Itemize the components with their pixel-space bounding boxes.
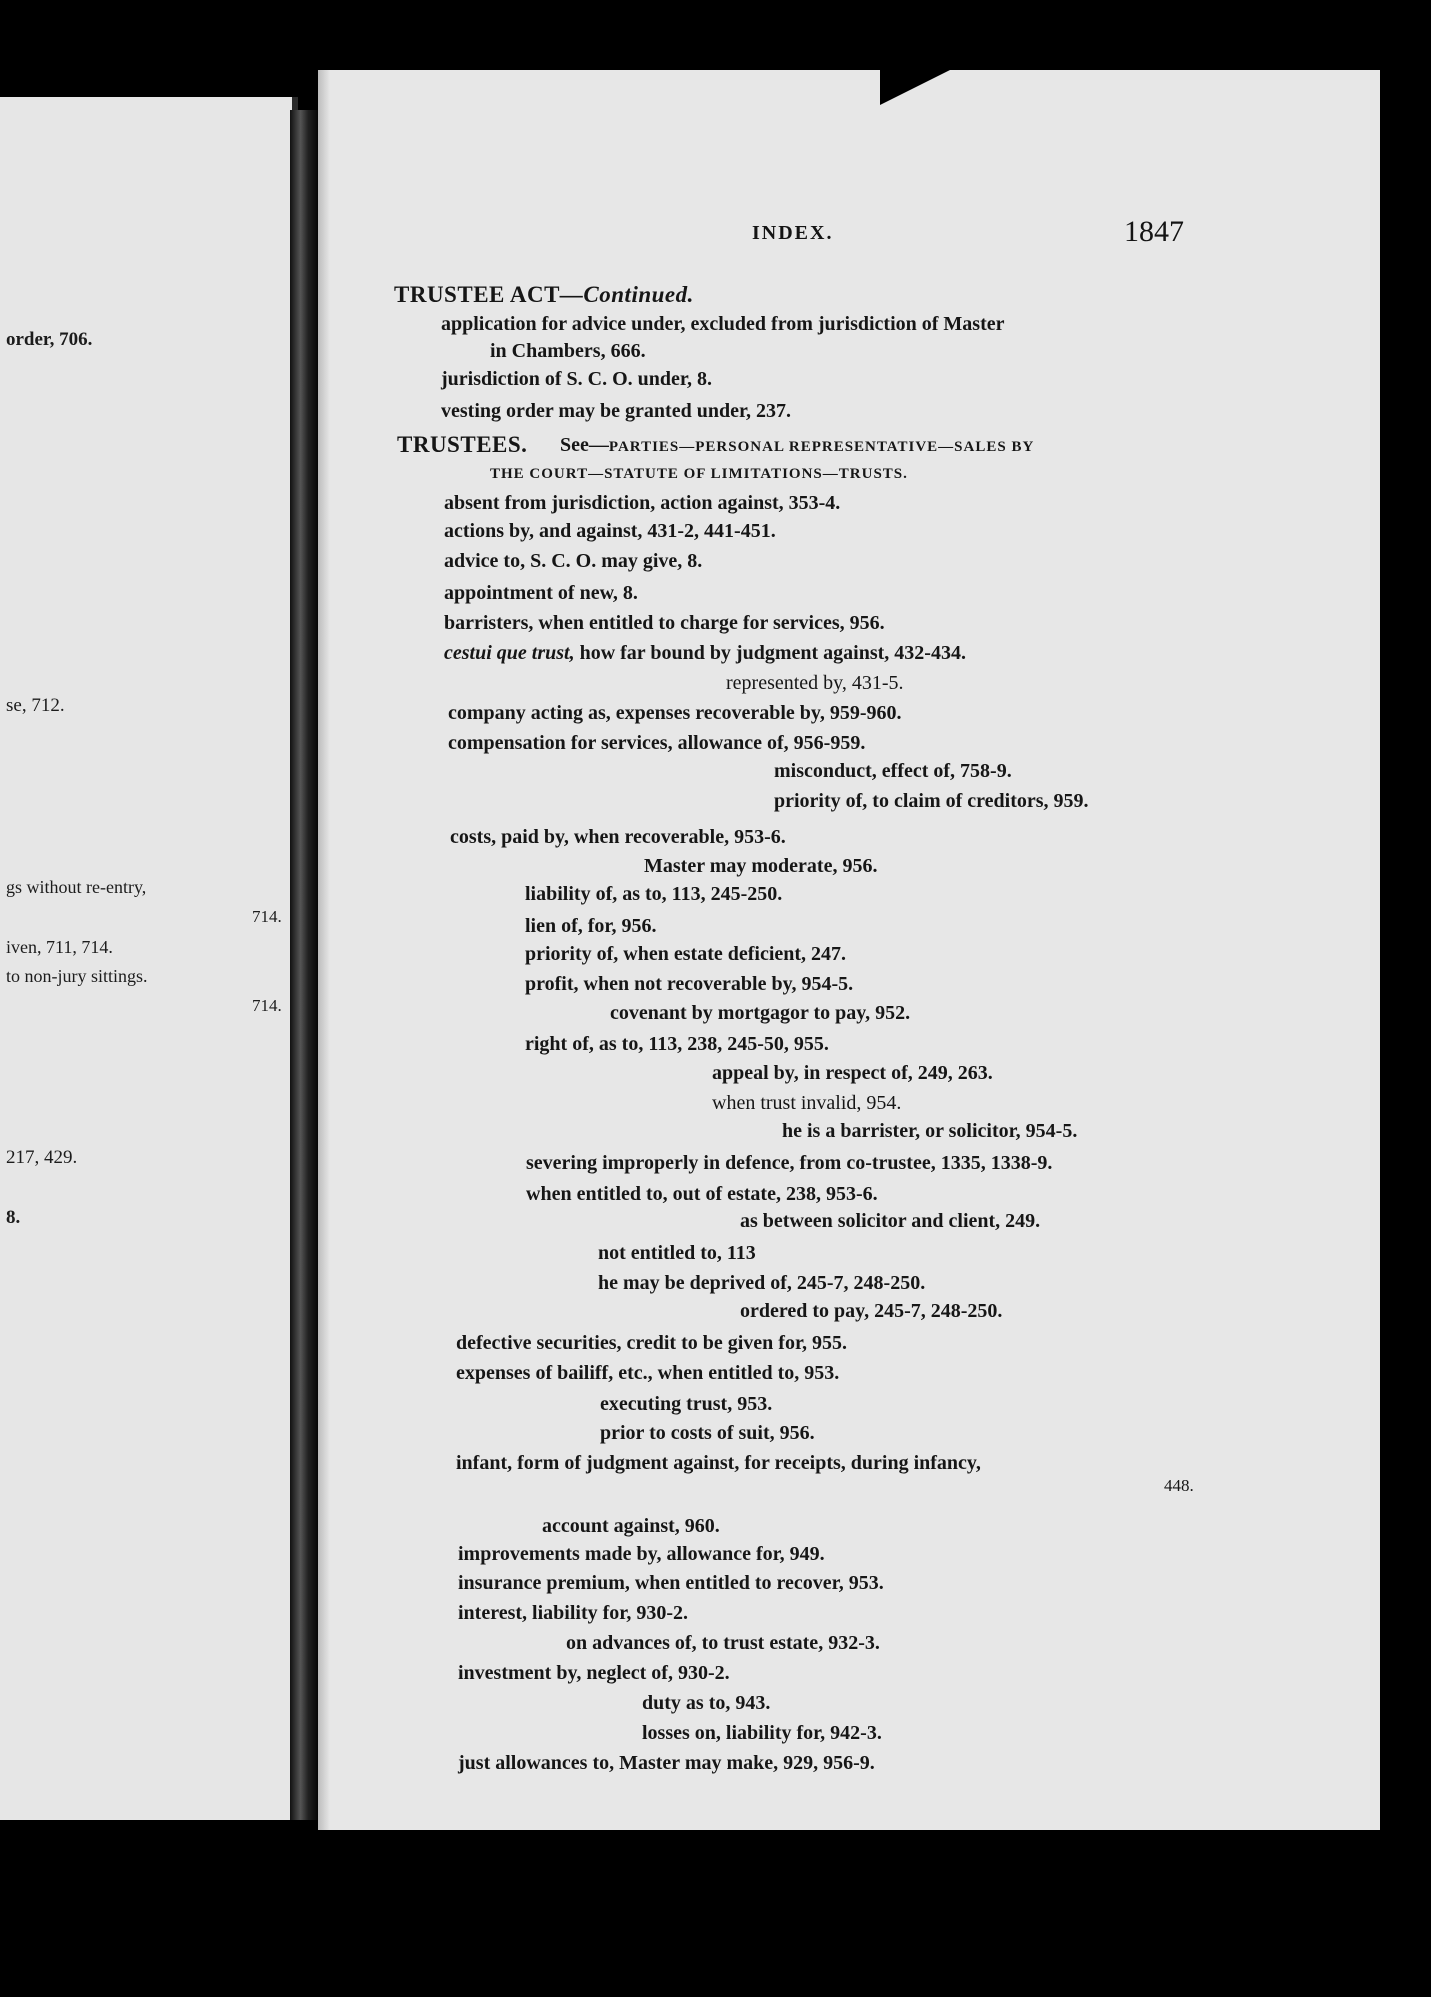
see-references-cont: THE COURT—STATUTE OF LIMITATIONS—TRUSTS. bbox=[490, 466, 908, 482]
index-entry: vesting order may be granted under, 237. bbox=[441, 400, 791, 422]
index-entry: interest, liability for, 930-2. bbox=[458, 1602, 688, 1624]
index-entry: expenses of bailiff, etc., when entitled to, 953. bbox=[456, 1362, 840, 1384]
index-entry: account against, 960. bbox=[542, 1515, 720, 1537]
index-entry: priority of, when estate deficient, 247. bbox=[525, 943, 847, 965]
page-fold-shadow bbox=[880, 60, 970, 105]
index-entry: duty as to, 943. bbox=[642, 1692, 771, 1714]
index-entry: infant, form of judgment against, for receipts, during infancy, bbox=[456, 1452, 981, 1474]
index-entry: defective securities, credit to be given for, 955. bbox=[456, 1332, 848, 1354]
index-entry: ordered to pay, 245-7, 248-250. bbox=[740, 1300, 1003, 1322]
index-entry: investment by, neglect of, 930-2. bbox=[458, 1662, 730, 1684]
index-entry: when entitled to, out of estate, 238, 953-6. bbox=[526, 1183, 878, 1205]
see-also bbox=[560, 434, 1034, 457]
see-prefix: See— bbox=[560, 434, 609, 456]
index-entry: just allowances to, Master may make, 929, 956-9. bbox=[458, 1752, 875, 1774]
index-entry: costs, paid by, when recoverable, 953-6. bbox=[450, 826, 786, 848]
index-heading bbox=[394, 282, 694, 308]
index-entry: 448. bbox=[1164, 1476, 1194, 1495]
index-entry: covenant by mortgagor to pay, 952. bbox=[610, 1002, 911, 1024]
index-entry: improvements made by, allowance for, 949. bbox=[458, 1543, 825, 1565]
index-entry: he may be deprived of, 245-7, 248-250. bbox=[598, 1272, 926, 1294]
index-entry: liability of, as to, 113, 245-250. bbox=[525, 883, 783, 905]
page-number: 1847 bbox=[1124, 215, 1184, 248]
index-entry: as between solicitor and client, 249. bbox=[740, 1210, 1041, 1232]
running-header: INDEX. bbox=[752, 222, 834, 244]
see-references: PARTIES—PERSONAL REPRESENTATIVE—SALES BY bbox=[608, 439, 1035, 455]
left-page-line: 217, 429. bbox=[6, 1147, 78, 1168]
left-page-line: 714. bbox=[252, 907, 282, 926]
index-entry: barristers, when entitled to charge for services, 956. bbox=[444, 612, 885, 634]
index-heading: TRUSTEES. bbox=[397, 432, 528, 457]
index-entry: on advances of, to trust estate, 932-3. bbox=[566, 1632, 880, 1654]
index-entry: in Chambers, 666. bbox=[490, 340, 646, 362]
left-page-line: order, 706. bbox=[6, 329, 93, 350]
index-entry: profit, when not recoverable by, 954-5. bbox=[525, 973, 854, 995]
index-entry: actions by, and against, 431-2, 441-451. bbox=[444, 520, 776, 542]
index-entry: absent from jurisdiction, action against, 353-4. bbox=[444, 492, 841, 514]
index-entry: lien of, for, 956. bbox=[525, 915, 657, 937]
index-entry: advice to, S. C. O. may give, 8. bbox=[444, 550, 703, 572]
index-entry: severing improperly in defence, from co-trustee, 1335, 1338-9. bbox=[526, 1152, 1053, 1174]
index-entry bbox=[444, 642, 966, 665]
left-page-line: 714. bbox=[252, 996, 282, 1015]
index-entry: misconduct, effect of, 758-9. bbox=[774, 760, 1012, 782]
index-entry: he is a barrister, or solicitor, 954-5. bbox=[782, 1120, 1078, 1142]
index-entry: appeal by, in respect of, 249, 263. bbox=[712, 1062, 993, 1084]
index-entry: Master may moderate, 956. bbox=[644, 855, 878, 877]
index-entry: application for advice under, excluded from jurisdiction of Master bbox=[441, 313, 1005, 335]
index-entry: executing trust, 953. bbox=[600, 1393, 773, 1415]
index-entry: company acting as, expenses recoverable by, 959-960. bbox=[448, 702, 902, 724]
index-entry: compensation for services, allowance of, 956-959. bbox=[448, 732, 866, 754]
index-entry: represented by, 431-5. bbox=[726, 672, 904, 694]
index-entry: jurisdiction of S. C. O. under, 8. bbox=[441, 368, 712, 390]
index-entry-italic: cestui que trust, bbox=[444, 642, 575, 664]
left-page bbox=[0, 97, 298, 1820]
index-entry: insurance premium, when entitled to recover, 953. bbox=[458, 1572, 884, 1594]
left-page-line: to non-jury sittings. bbox=[6, 966, 148, 986]
index-entry: losses on, liability for, 942-3. bbox=[642, 1722, 882, 1744]
heading-text: TRUSTEE ACT bbox=[394, 282, 560, 307]
heading-continued: —Continued. bbox=[559, 282, 694, 307]
left-page-line: iven, 711, 714. bbox=[6, 937, 113, 957]
index-entry: prior to costs of suit, 956. bbox=[600, 1422, 815, 1444]
book-spine bbox=[290, 110, 320, 1820]
index-entry: appointment of new, 8. bbox=[444, 582, 638, 604]
index-entry: right of, as to, 113, 238, 245-50, 955. bbox=[525, 1033, 829, 1055]
index-entry-rest: how far bound by judgment against, 432-434. bbox=[574, 642, 966, 664]
left-page-line: gs without re-entry, bbox=[6, 877, 147, 897]
index-entry: not entitled to, 113 bbox=[598, 1242, 756, 1264]
left-page-line: 8. bbox=[6, 1207, 21, 1228]
left-page-line: se, 712. bbox=[6, 695, 65, 716]
index-entry: when trust invalid, 954. bbox=[712, 1092, 902, 1114]
index-entry: priority of, to claim of creditors, 959. bbox=[774, 790, 1089, 812]
